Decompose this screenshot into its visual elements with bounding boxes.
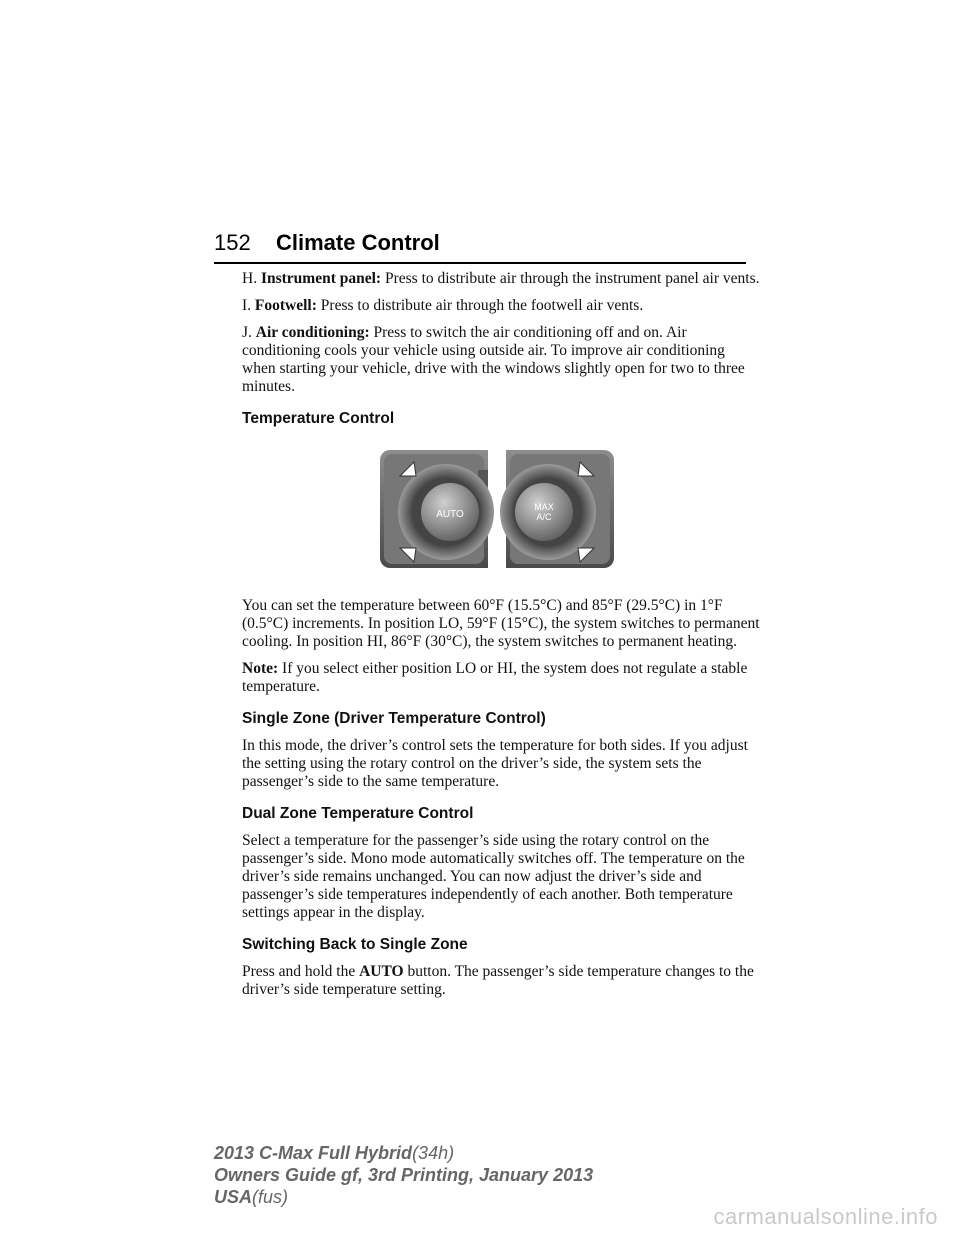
list-item-j — [242, 324, 762, 396]
auto-term: AUTO — [359, 963, 404, 980]
footer-market: USA — [214, 1187, 253, 1207]
heading-switch-single-zone: Switching Back to Single Zone — [242, 936, 468, 953]
paragraph-dual-zone: Select a temperature for the passenger’s side using the rotary control on the passenger’s side. Mono mode automatically switches off. The temperature on the driver’s side remains unchanged. You can now adjust the driver’s side and passenger’s side temperatures independently of each another. Both temperature settings appear in the display. — [242, 832, 745, 921]
page-footer — [214, 1142, 593, 1208]
max-ac-label-line1: MAX — [534, 502, 554, 512]
paragraph-single-zone: In this mode, the driver’s control sets the temperature for both sides. If you adjust the setting using the rotary control on the driver’s side, the system sets the passenger’s side to the same temperature. — [242, 737, 748, 790]
paragraph-temperature-range: You can set the temperature between 60°F (15.5°C) and 85°F (29.5°C) in 1°F (0.5°C) increments. In position LO, 59°F (15°C), the system switches to permanent cooling. In position HI, 86°F (30°C), the system switches to permanent heating. — [242, 597, 760, 650]
switch-text-after: button. The passenger’s side temperature changes to the driver’s side temperature setting. — [242, 963, 754, 998]
temperature-control-figure — [380, 440, 614, 574]
footer-line-2: Owners Guide gf, 3rd Printing, January 2013 — [214, 1165, 594, 1185]
footer-model-code: (34h) — [412, 1143, 455, 1163]
item-term: Footwell: — [254, 297, 317, 314]
footer-market-code: (fus) — [252, 1187, 289, 1207]
heading-dual-zone: Dual Zone Temperature Control — [242, 805, 474, 822]
watermark: carmanualsonline.info — [713, 1204, 938, 1229]
page-header — [214, 228, 746, 264]
footer-line-3 — [214, 1186, 593, 1208]
item-text: Press to distribute air through the instrument panel air vents. — [381, 270, 760, 287]
section-title: Climate Control — [276, 230, 440, 255]
item-prefix: J. — [242, 324, 252, 341]
max-ac-label-line2: A/C — [536, 512, 552, 522]
heading-single-zone: Single Zone (Driver Temperature Control) — [242, 710, 546, 727]
list-item-h — [242, 270, 762, 288]
item-prefix: I. — [242, 297, 252, 314]
item-text: Press to distribute air through the footwell air vents. — [316, 297, 644, 314]
footer-model: 2013 C-Max Full Hybrid — [214, 1143, 413, 1163]
item-term: Air conditioning: — [255, 324, 370, 341]
item-term: Instrument panel: — [260, 270, 382, 287]
footer-line-1 — [214, 1142, 593, 1164]
list-item-i — [242, 297, 762, 315]
paragraph-switch-single-zone — [242, 963, 762, 999]
note-paragraph — [242, 660, 762, 696]
note-text: If you select either position LO or HI, the system does not regulate a stable temperature. — [242, 660, 748, 695]
item-text: Press to switch the air conditioning off and on. Air conditioning cools your vehicle using outside air. To improve air conditioning when starting your vehicle, drive with the windows slightly open for two to three minutes. — [242, 324, 745, 395]
note-term: Note: — [242, 660, 279, 677]
heading-temperature-control: Temperature Control — [242, 410, 395, 427]
switch-text-before: Press and hold the — [242, 963, 360, 980]
item-prefix: H. — [242, 270, 258, 287]
auto-knob-label: AUTO — [436, 509, 464, 520]
page-body — [242, 270, 762, 1008]
page-number: 152 — [214, 230, 251, 255]
